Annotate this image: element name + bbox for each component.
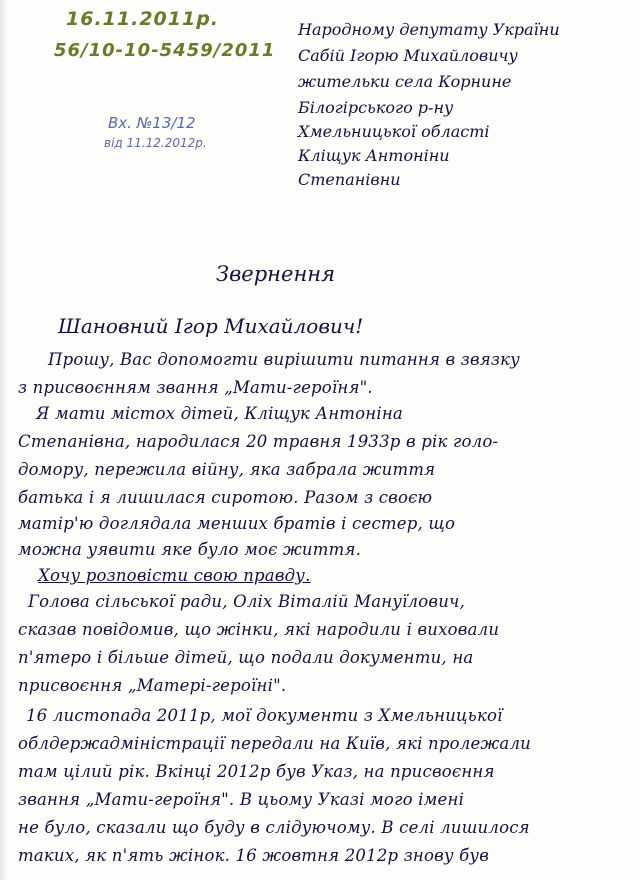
addressee-line: Степанівни (298, 170, 401, 189)
body-line: батька і я лишилася сиротою. Разом з своєю (18, 488, 433, 507)
body-line: матір'ю доглядала менших братів і сестер, що (18, 514, 456, 533)
body-line: облдержадміністрації передали на Київ, які пролежали (18, 734, 531, 753)
body-line: сказав повідомив, що жінки, які народили і виховали (18, 620, 500, 639)
body-line: там цілий рік. Вкінці 2012р був Указ, на присвоєння (18, 762, 495, 781)
incoming-date: від 11.12.2012р. (104, 136, 207, 150)
scan-edge-shadow (0, 0, 8, 880)
addressee-line: Сабій Ігорю Михайловичу (298, 46, 518, 65)
letter-greeting: Шановний Ігор Михайлович! (58, 314, 364, 338)
body-line: не було, сказали що буду в слідуючому. В селі лишилося (18, 818, 530, 837)
body-line: домору, пережила війну, яка забрала життя (18, 460, 436, 479)
body-line: з присвоєнням звання „Мати-героїня". (18, 378, 373, 397)
body-line: Я мати містох дітей, Кліщук Антоніна (36, 404, 403, 423)
addressee-line: Народному депутату України (298, 20, 560, 39)
letter-title: Звернення (216, 262, 336, 286)
body-line: можна уявити яке було моє життя. (18, 540, 362, 559)
addressee-line: Хмельницької області (298, 122, 490, 141)
body-line: п'ятеро і більше дітей, що подали документи, на (18, 648, 474, 667)
body-line: 16 листопада 2011р, мої документи з Хмельницької (26, 706, 503, 725)
addressee-line: Кліщук Антоніни (298, 146, 450, 165)
body-line: Хочу розповісти свою правду. (38, 566, 311, 585)
incoming-number: Вх. №13/12 (108, 114, 196, 132)
body-line: Голова сільської ради, Оліх Віталій Мануїлович, (28, 592, 465, 611)
body-line: таких, як п'ять жінок. 16 жовтня 2012р знову був (18, 846, 490, 865)
addressee-line: жительки села Корнине (298, 72, 512, 91)
body-line: Степанівна, народилася 20 травня 1933р в рік голо- (18, 432, 499, 451)
body-line: звання „Мати-героїня". В цьому Указі мого імені (18, 790, 465, 809)
stamp-number: 56/10-10-5459/2011 (54, 40, 276, 61)
addressee-line: Білогірського р-ну (298, 98, 454, 117)
body-line: присвоєння „Матері-героїні". (18, 676, 287, 695)
stamp-date: 16.11.2011р. (66, 8, 220, 30)
body-line: Прошу, Вас допомогти вирішити питання в звязку (48, 350, 520, 369)
